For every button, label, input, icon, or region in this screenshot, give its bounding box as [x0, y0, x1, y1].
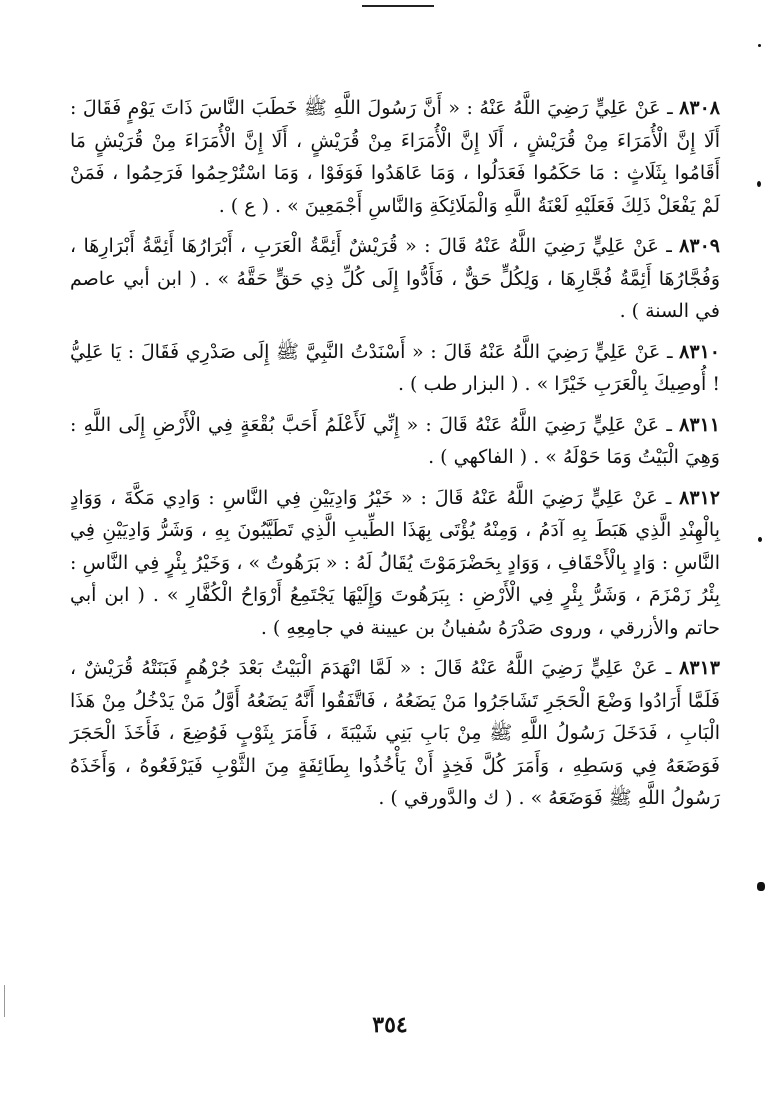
hadith-number: ٨٣٠٩ [679, 235, 720, 257]
hadith-8311: ٨٣١١ ـ عَنْ عَلِيٍّ رَضِيَ اللَّهُ عَنْهُ قَالَ : « إِنِّي لَأَعْلَمُ أَحَبَّ بُقْعَةٍ فِي الْأَرْضِ إِلَى اللَّهِ : وَهِيَ الْبَيْتُ وَمَا حَوْلَهُ » . ( الفاكهي ) . [70, 413, 720, 468]
hadith-8312: ٨٣١٢ ـ عَنْ عَلِيٍّ رَضِيَ اللَّهُ عَنْهُ قَالَ : « خَيْرُ وَادِيَيْنِ فِي النَّاسِ : وَادِي مَكَّةَ ، وَوَادٍ بِالْهِنْدِ الَّذِي هَبَطَ بِهِ آدَمُ ، وَمِنْهُ يُؤْتَى بِهَذَا الطِّيبِ الَّذِي تَطَيَّبُونَ بِهِ ، وَشَرُّ وَادِيَيْنِ فِي النَّاسِ : وَادٍ بِالْأَحْقَافِ ، وَوَادٍ بِحَضْرَمَوْتَ يُقَالُ لَهُ : « بَرَهُوتُ » ، وَخَيْرُ بِئْرٍ فِي النَّاسِ : بِئْرُ زَمْزَمَ ، وَشَرُّ بِئْرٍ فِي الْأَرْضِ : بِبَرَهُوتَ وَإِلَيْهَا يَجْتَمِعُ أَرْوَاحُ الْكُفَّارِ » . ( ابن أبي حاتم والأزرقي ، وروى صَدْرَهُ سُفيانُ بن عيينة في جامِعِهِ ) . [70, 486, 721, 639]
hadith-number: ٨٣١٢ [679, 486, 720, 509]
hadith-text: عَنْ عَلِيٍّ رَضِيَ اللَّهُ عَنْهُ قَالَ : « قُرَيْشٌ أَئِمَّةُ الْعَرَبِ ، أَبْرَارُهَا أَئِمَّةُ أَبْرَارِهَا ، وَفُجَّارُهَا أَئِمَّةُ فُجَّارِهَا ، وَلِكُلٍّ حَقٌّ ، فَأَدُّوا إِلَى كُلِّ ذِي حَقٍّ حَقَّهُ » . ( ابن أبي عاصم في السنة ) . [70, 235, 720, 322]
hadith-text: عَنْ عَلِيٍّ رَضِيَ اللَّهُ عَنْهُ قَالَ : « خَيْرُ وَادِيَيْنِ فِي النَّاسِ : وَادِي مَكَّةَ ، وَوَادٍ بِالْهِنْدِ الَّذِي هَبَطَ بِهِ آدَمُ ، وَمِنْهُ يُؤْتَى بِهَذَا الطِّيبِ الَّذِي تَطَيَّبُونَ بِهِ ، وَشَرُّ وَادِيَيْنِ فِي النَّاسِ : وَادٍ بِالْأَحْقَافِ ، وَوَادٍ بِحَضْرَمَوْتَ يُقَالُ لَهُ : « بَرَهُوتُ » ، وَخَيْرُ بِئْرٍ فِي النَّاسِ : بِئْرُ زَمْزَمَ ، وَشَرُّ بِئْرٍ فِي الْأَرْضِ : بِبَرَهُوتَ وَإِلَيْهَا يَجْتَمِعُ أَرْوَاحُ الْكُفَّارِ » . ( ابن أبي حاتم والأزرقي ، وروى صَدْرَهُ سُفيانُ بن عيينة في جامِعِهِ ) . [70, 486, 721, 639]
hadith-text: عَنْ عَلِيٍّ رَضِيَ اللَّهُ عَنْهُ قَالَ : « أَسْنَدْتُ النَّبِيَّ ﷺ إِلَى صَدْرِي فَقَالَ : يَا عَلِيُّ ! أُوصِيكَ بِالْعَرَبِ خَيْرًا » . ( البزار طب ) . [70, 340, 720, 395]
hadith-number: ٨٣٠٨ [679, 97, 720, 119]
scan-edge-line [4, 985, 5, 1017]
hadith-text: عَنْ عَلِيٍّ رَضِيَ اللَّهُ عَنْهُ قَالَ : « إِنِّي لَأَعْلَمُ أَحَبَّ بُقْعَةٍ فِي الْأَرْضِ إِلَى اللَّهِ : وَهِيَ الْبَيْتُ وَمَا حَوْلَهُ » . ( الفاكهي ) . [70, 413, 720, 468]
margin-dot [758, 537, 762, 542]
hadith-8310: ٨٣١٠ ـ عَنْ عَلِيٍّ رَضِيَ اللَّهُ عَنْهُ قَالَ : « أَسْنَدْتُ النَّبِيَّ ﷺ إِلَى صَدْرِي فَقَالَ : يَا عَلِيُّ ! أُوصِيكَ بِالْعَرَبِ خَيْرًا » . ( البزار طب ) . [70, 340, 720, 395]
hadith-8313: ٨٣١٣ ـ عَنْ عَلِيٍّ رَضِيَ اللَّهُ عَنْهُ قَالَ : « لَمَّا انْهَدَمَ الْبَيْتُ بَعْدَ جُرْهُمٍ فَبَنَتْهُ قُرَيْشٌ ، فَلَمَّا أَرَادُوا وَضْعَ الْحَجَرِ تَشَاجَرُوا مَنْ يَضَعُهُ ، فَاتَّفَقُوا أَنَّهُ يَضَعُهُ أَوَّلُ مَنْ يَدْخُلُ مِنْ هَذَا الْبَابِ ، فَدَخَلَ رَسُولُ اللَّهِ ﷺ مِنْ بَابِ بَنِي شَيْبَةَ ، فَأَمَرَ بِثَوْبٍ فَوُضِعَ ، فَأَخَذَ الْحَجَرَ فَوَضَعَهُ فِي وَسَطِهِ ، وَأَمَرَ كُلَّ فَخِذٍ أَنْ يَأْخُذُوا بِطَائِفَةٍ مِنَ الثَّوْبِ فَيَرْفَعُوهُ ، وَأَخَذَهُ رَسُولُ اللَّهِ ﷺ فَوَضَعَهُ » . ( ك والدَّورقي ) . [70, 657, 720, 809]
hadith-text: عَنْ عَلِيٍّ رَضِيَ اللَّهُ عَنْهُ قَالَ : « لَمَّا انْهَدَمَ الْبَيْتُ بَعْدَ جُرْهُمٍ فَبَنَتْهُ قُرَيْشٌ ، فَلَمَّا أَرَادُوا وَضْعَ الْحَجَرِ تَشَاجَرُوا مَنْ يَضَعُهُ ، فَاتَّفَقُوا أَنَّهُ يَضَعُهُ أَوَّلُ مَنْ يَدْخُلُ مِنْ هَذَا الْبَابِ ، فَدَخَلَ رَسُولُ اللَّهِ ﷺ مِنْ بَابِ بَنِي شَيْبَةَ ، فَأَمَرَ بِثَوْبٍ فَوُضِعَ ، فَأَخَذَ الْحَجَرَ فَوَضَعَهُ فِي وَسَطِهِ ، وَأَمَرَ كُلَّ فَخِذٍ أَنْ يَأْخُذُوا بِطَائِفَةٍ مِنَ الثَّوْبِ فَيَرْفَعُوهُ ، وَأَخَذَهُ رَسُولُ اللَّهِ ﷺ فَوَضَعَهُ » . ( ك والدَّورقي ) . [70, 657, 720, 809]
page-number: ٣٥٤ [372, 1012, 408, 1038]
hadith-number: ٨٣١٠ [679, 340, 720, 363]
margin-dot [757, 181, 761, 187]
margin-dot [757, 882, 765, 891]
margin-dot [758, 44, 761, 47]
hadith-8309: ٨٣٠٩ ـ عَنْ عَلِيٍّ رَضِيَ اللَّهُ عَنْهُ قَالَ : « قُرَيْشٌ أَئِمَّةُ الْعَرَبِ ، أَبْرَارُهَا أَئِمَّةُ أَبْرَارِهَا ، وَفُجَّارُهَا أَئِمَّةُ فُجَّارِهَا ، وَلِكُلٍّ حَقٌّ ، فَأَدُّوا إِلَى كُلِّ ذِي حَقٍّ حَقَّهُ » . ( ابن أبي عاصم في السنة ) . [70, 235, 720, 322]
top-rule [362, 5, 434, 7]
hadith-number: ٨٣١٣ [679, 657, 720, 679]
hadith-8308: ٨٣٠٨ ـ عَنْ عَلِيٍّ رَضِيَ اللَّهُ عَنْهُ : « أَنَّ رَسُولَ اللَّهِ ﷺ خَطَبَ النَّاسَ ذَاتَ يَوْمٍ فَقَالَ : أَلَا إِنَّ الْأُمَرَاءَ مِنْ قُرَيْشٍ ، أَلَا إِنَّ الْأُمَرَاءَ مِنْ قُرَيْشٍ ، أَلَا إِنَّ الْأُمَرَاءَ مِنْ قُرَيْشٍ مَا أَقَامُوا بِثَلَاثٍ : مَا حَكَمُوا فَعَدَلُوا ، وَمَا عَاهَدُوا فَوَفَوْا ، وَمَا اسْتُرْحِمُوا فَرَحِمُوا ، فَمَنْ لَمْ يَفْعَلْ ذَلِكَ فَعَلَيْهِ لَعْنَةُ اللَّهِ وَالْمَلَائِكَةِ وَالنَّاسِ أَجْمَعِينَ » . ( ع ) . [70, 97, 720, 217]
hadith-text: عَنْ عَلِيٍّ رَضِيَ اللَّهُ عَنْهُ : « أَنَّ رَسُولَ اللَّهِ ﷺ خَطَبَ النَّاسَ ذَاتَ يَوْمٍ فَقَالَ : أَلَا إِنَّ الْأُمَرَاءَ مِنْ قُرَيْشٍ ، أَلَا إِنَّ الْأُمَرَاءَ مِنْ قُرَيْشٍ ، أَلَا إِنَّ الْأُمَرَاءَ مِنْ قُرَيْشٍ مَا أَقَامُوا بِثَلَاثٍ : مَا حَكَمُوا فَعَدَلُوا ، وَمَا عَاهَدُوا فَوَفَوْا ، وَمَا اسْتُرْحِمُوا فَرَحِمُوا ، فَمَنْ لَمْ يَفْعَلْ ذَلِكَ فَعَلَيْهِ لَعْنَةُ اللَّهِ وَالْمَلَائِكَةِ وَالنَّاسِ أَجْمَعِينَ » . ( ع ) . [70, 97, 720, 217]
hadith-number: ٨٣١١ [679, 413, 720, 436]
page-body [70, 92, 720, 815]
